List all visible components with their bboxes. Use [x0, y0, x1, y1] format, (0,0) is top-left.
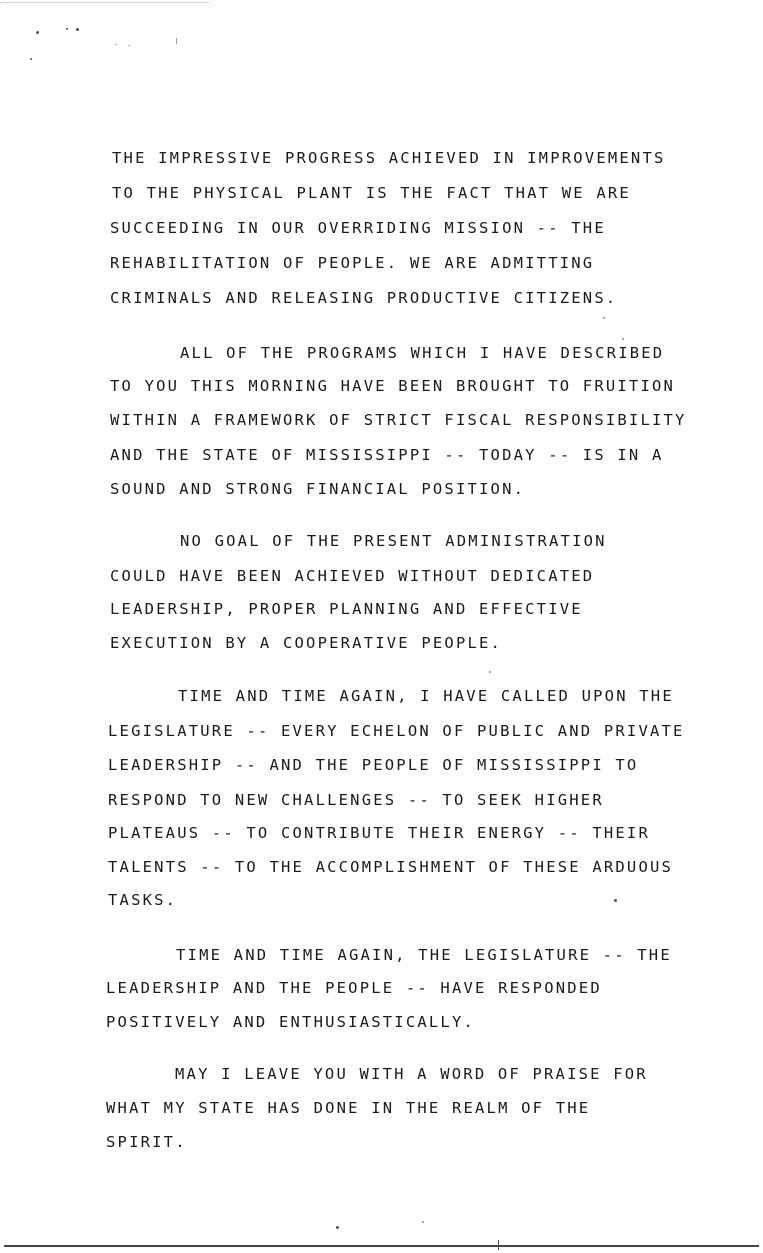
ink-speck — [66, 28, 68, 30]
text-line: AND THE STATE OF MISSISSIPPI -- TODAY -- IS IN A — [110, 446, 664, 464]
text-line: LEADERSHIP, PROPER PLANNING AND EFFECTIVE — [110, 600, 583, 618]
text-line: PLATEAUS -- TO CONTRIBUTE THEIR ENERGY -- THEIR — [108, 824, 650, 842]
text-line: THE IMPRESSIVE PROGRESS ACHIEVED IN IMPROVEMENTS — [112, 149, 666, 167]
text-line: LEADERSHIP AND THE PEOPLE -- HAVE RESPONDED — [106, 979, 602, 997]
top-edge-rule — [0, 2, 210, 3]
text-line: REHABILITATION OF PEOPLE. WE ARE ADMITTING — [110, 254, 595, 272]
text-line: SPIRIT. — [106, 1133, 187, 1151]
text-line: WHAT MY STATE HAS DONE IN THE REALM OF THE — [106, 1099, 591, 1117]
text-line: WITHIN A FRAMEWORK OF STRICT FISCAL RESPONSIBILITY — [110, 411, 687, 429]
text-line: SUCCEEDING IN OUR OVERRIDING MISSION -- THE — [110, 219, 606, 237]
ink-speck — [76, 28, 79, 31]
ink-speck — [489, 671, 491, 673]
text-line: TASKS. — [108, 891, 178, 909]
text-line: SOUND AND STRONG FINANCIAL POSITION. — [110, 480, 526, 498]
text-line: EXECUTION BY A COOPERATIVE PEOPLE. — [110, 634, 503, 652]
ink-speck — [176, 38, 177, 44]
ink-speck — [336, 1226, 339, 1229]
ink-speck — [422, 1221, 424, 1223]
text-line: TIME AND TIME AGAIN, THE LEGISLATURE -- THE — [176, 946, 672, 964]
text-line: RESPOND TO NEW CHALLENGES -- TO SEEK HIGHER — [108, 791, 604, 809]
ink-speck — [30, 58, 32, 60]
text-line: NO GOAL OF THE PRESENT ADMINISTRATION — [180, 532, 607, 550]
bottom-edge-tick — [498, 1240, 499, 1250]
text-line: CRIMINALS AND RELEASING PRODUCTIVE CITIZENS. — [110, 289, 618, 307]
text-line: POSITIVELY AND ENTHUSIASTICALLY. — [106, 1013, 476, 1031]
ink-speck — [128, 45, 130, 46]
text-line: TO YOU THIS MORNING HAVE BEEN BROUGHT TO FRUITION — [110, 377, 676, 395]
ink-speck — [614, 899, 617, 902]
ink-speck — [36, 31, 39, 34]
text-line: COULD HAVE BEEN ACHIEVED WITHOUT DEDICATED — [110, 567, 595, 585]
text-line: LEGISLATURE -- EVERY ECHELON OF PUBLIC AND PRIVATE — [108, 722, 685, 740]
ink-speck — [622, 338, 624, 340]
text-line: ALL OF THE PROGRAMS WHICH I HAVE DESCRIBED — [180, 344, 665, 362]
text-line: LEADERSHIP -- AND THE PEOPLE OF MISSISSIPPI TO — [108, 756, 639, 774]
text-line: TIME AND TIME AGAIN, I HAVE CALLED UPON THE — [178, 687, 674, 705]
ink-speck — [115, 44, 117, 45]
text-line: TO THE PHYSICAL PLANT IS THE FACT THAT WE ARE — [112, 184, 631, 202]
text-line: MAY I LEAVE YOU WITH A WORD OF PRAISE FOR — [175, 1065, 648, 1083]
ink-speck — [603, 317, 605, 319]
bottom-edge-rule — [4, 1245, 759, 1247]
text-line: TALENTS -- TO THE ACCOMPLISHMENT OF THESE ARDUOUS — [108, 858, 674, 876]
